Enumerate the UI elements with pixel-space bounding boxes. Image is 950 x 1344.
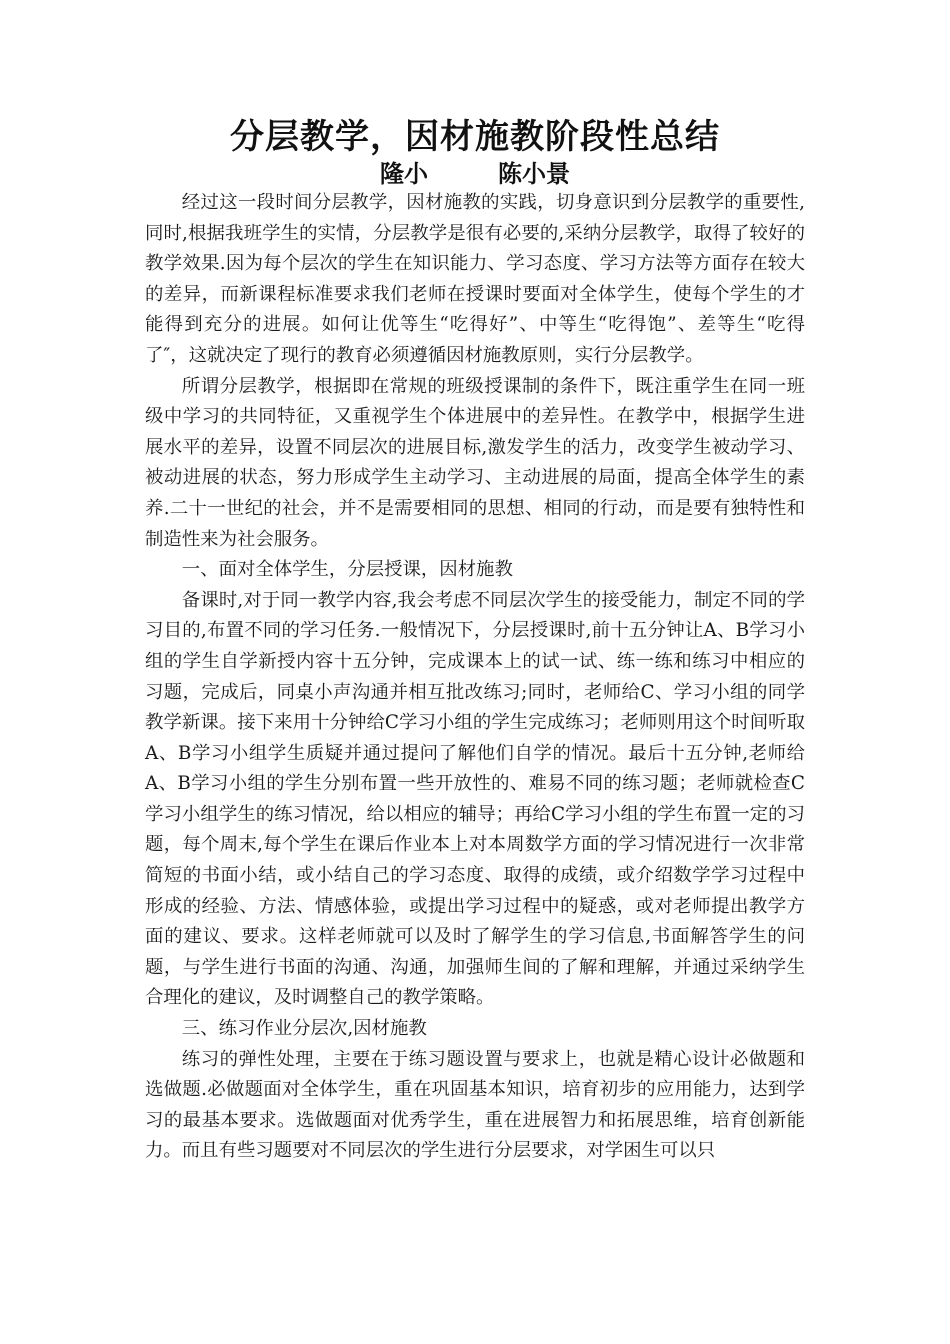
document-authors [0, 157, 950, 191]
paragraph-exercises: 练习的弹性处理，主要在于练习题设置与要求上，也就是精心设计必做题和选做题.必做题面对全体学生，重在巩固基本知识，培育初步的应用能力，达到学习的最基本要求。选做题面对优秀学生，重在进展智力和拓展思维，培育创新能力。而且有些习题要对不同层次的学生进行分层要求，对学困生可以只 [145, 1048, 805, 1162]
paragraph-lesson-prep: 备课时,对于同一教学内容,我会考虑不同层次学生的接受能力，制定不同的学习目的,布置不同的学习任务.一般情况下，分层授课时,前十五分钟让A、B学习小组的学生自学新授内容十五分钟，完成课本上的试一试、练一练和练习中相应的习题，完成后，同桌小声沟通并相互批改练习;同时，老师给C、学习小组的同学教学新课。接下来用十分钟给C学习小组的学生完成练习；老师则用这个时间听取A、B学习小组学生质疑并通过提问了解他们自学的情况。最后十五分钟,老师给A、B学习小组的学生分别布置一些开放性的、难易不同的练习题；老师就检查C学习小组学生的练习情况，给以相应的辅导；再给C学习小组的学生布置一定的习题，每个周末,每个学生在课后作业本上对本周数学方面的学习情况进行一次非常简短的书面小结，或小结自己的学习态度、取得的成绩，或介绍数学学习过程中形成的经验、方法、情感体验，或提出学习过程中的疑惑，或对老师提出教学方面的建议、要求。这样老师就可以及时了解学生的学习信息,书面解答学生的问题，与学生进行书面的沟通、沟通，加强师生间的了解和理解，并通过采纳学生合理化的建议，及时调整自己的教学策略。 [145, 589, 805, 1009]
author-name: 隆小 [380, 160, 428, 188]
author-name: 陈小景 [498, 160, 570, 188]
section-heading-1: 一、面对全体学生，分层授课，因材施教 [181, 559, 513, 581]
paragraph-intro: 经过这一段时间分层教学，因材施教的实践，切身意识到分层教学的重要性,同时,根据我班学生的实情，分层教学是很有必要的,采纳分层教学，取得了较好的教学效果.因为每个层次的学生在知识能力、学习态度、学习方法等方面存在较大的差异，而新课程标准要求我们老师在授课时要面对全体学生，使每个学生的才能得到充分的进展。如何让优等生“吃得好”、中等生“吃得饱”、差等生“吃得了″，这就决定了现行的教育必须遵循因材施教原则，实行分层教学。 [145, 192, 805, 366]
document-body [145, 188, 805, 1167]
paragraph-definition: 所谓分层教学，根据即在常规的班级授课制的条件下，既注重学生在同一班级中学习的共同特征，又重视学生个体进展中的差异性。在教学中，根据学生进展水平的差异，设置不同层次的进展目标,激发学生的活力，改变学生被动学习、被动进展的状态，努力形成学生主动学习、主动进展的局面，提高全体学生的素养.二十一世纪的社会，并不是需要相同的思想、相同的行动，而是要有独特性和制造性来为社会服务。 [145, 375, 805, 550]
document-title: 分层教学，因材施教阶段性总结 [230, 117, 720, 157]
section-heading-3: 三、练习作业分层次,因材施教 [181, 1018, 427, 1040]
